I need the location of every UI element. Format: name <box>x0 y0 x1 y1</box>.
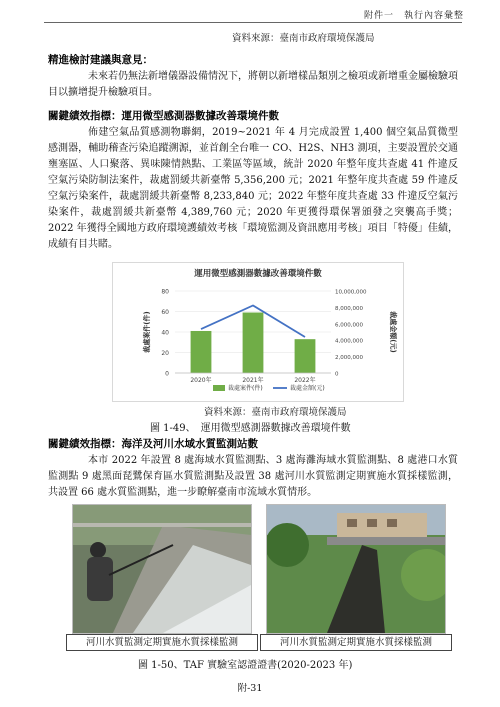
chart-title: 運用微型感測器數據改善環境件數 <box>194 269 322 279</box>
bar-2021年 <box>243 313 264 373</box>
section-heading-kpi-sensors: 關鍵績效指標：運用微型感測器數據改善環境件數 <box>48 110 279 122</box>
figure-caption-1-50: 圖 1-50、TAF 實驗室認證證書(2020-2023 年) <box>138 660 353 671</box>
page-number: 附-31 <box>237 683 263 694</box>
section-text-review: 未來若仍無法新增儀器設備情況下，將朝以新增樣品類別之檢項或新增重金屬檢驗項目以擴增提升檢驗項目。 <box>48 71 458 98</box>
legend-label-cases: 裁處案件(件) <box>228 385 263 392</box>
source-note-top: 資料來源：臺南市政府環境保護局 <box>232 33 375 44</box>
river-sampling-photo-right <box>266 504 446 634</box>
y2-tick-label: 10,000,000 <box>335 289 367 296</box>
y-tick-label: 60 <box>161 309 169 316</box>
y2-tick-label: 0 <box>335 371 339 378</box>
section-heading-kpi-water: 關鍵績效指標：海洋及河川水域水質監測站數 <box>48 438 258 450</box>
photo-caption-right: 河川水質監測定期實施水質採樣監測 <box>260 634 452 651</box>
legend-label-amount: 裁處金額(元) <box>290 385 325 392</box>
river-sampling-photo-left <box>72 504 252 634</box>
photo-caption-left: 河川水質監測定期實施水質採樣監測 <box>66 634 258 651</box>
y-tick-label: 20 <box>161 350 169 357</box>
source-note-chart: 資料來源：臺南市政府環境保護局 <box>204 407 347 418</box>
section-text-kpi-sensors: 佈建空氣品質感測物聯網，2019~2021 年 4 月完成設置 1,400 個空氣品質微型感測器，輔助稽查污染追蹤溯源，並首創全台唯一 CO、H2S、NH3 測項，主要設置於交通壅塞區、人口聚落、異味陳情熱點、工業區等區域，統計 2020 年整年度共查處 41 件違反空氣污染防制法案件，裁處罰緩共新臺幣 5,356,200 元；2021 年整年度共查處 59 件違反空氣污染案件，裁處罰緩共新臺幣 8,233,840 元；2022 年整年度共查處 33 件違反空氣污染案件，裁處罰緩共新臺幣 4,389,760 元；2020 年更獲得環保署頒發之突襲高手獎；2022 年獲得全國地方政府環境護績效考核「環境監測及資訊應用考核」項目「特優」佳績，成績有目共睹。 <box>48 127 458 250</box>
sensor-enforcement-chart <box>112 262 404 402</box>
section-text-kpi-water: 本市 2022 年設置 8 處海域水質監測點、3 處海灘海域水質監測點、8 處港口水質監測點 9 處黑面琵鷺保育區水質監測點及設置 38 處河川水質監測定期實施水質採樣監測，共設置 66 處水質監測點，進一步瞭解臺南市流域水質情形。 <box>48 455 458 498</box>
y2-tick-label: 6,000,000 <box>335 322 363 329</box>
legend-swatch-cases <box>213 385 225 391</box>
y2-tick-label: 4,000,000 <box>335 338 363 345</box>
y2-tick-label: 2,000,000 <box>335 355 363 362</box>
y-tick-label: 40 <box>161 329 169 337</box>
x-tick-label: 2022年 <box>294 377 316 384</box>
y-axis-label: 裁處案件(件) <box>143 311 151 353</box>
figure-caption-1-49: 圖 1-49、 運用微型感測器數據改善環境件數 <box>150 423 351 434</box>
header-divider <box>44 22 462 23</box>
section-heading-review: 精進檢討建議與意見： <box>48 54 153 66</box>
y-tick-label: 0 <box>165 370 169 378</box>
bar-2020年 <box>191 331 212 373</box>
chart-canvas <box>113 263 403 401</box>
bar-2022年 <box>295 339 316 373</box>
page-header: 附件一 執行內容彙整 <box>363 11 464 21</box>
y2-axis-label: 裁處金額(元) <box>389 311 397 353</box>
x-tick-label: 2020年 <box>190 377 212 384</box>
x-tick-label: 2021年 <box>242 377 264 384</box>
y2-tick-label: 8,000,000 <box>335 305 363 312</box>
y-tick-label: 80 <box>161 288 169 296</box>
